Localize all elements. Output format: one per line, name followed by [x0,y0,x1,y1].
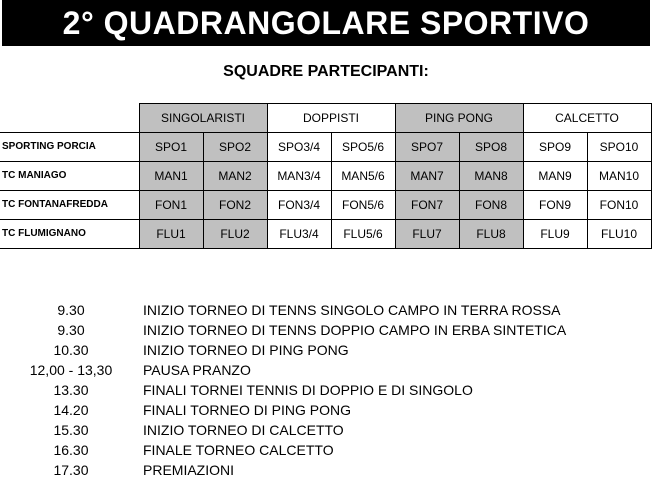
schedule-time: 12,00 - 13,30 [29,362,113,378]
team-cell: FON7 [395,191,459,220]
team-cell: MAN2 [203,162,267,191]
club-name: TC FONTANAFREDDA [0,191,139,220]
team-cell: FON9 [523,191,587,220]
schedule-time: 10.30 [53,342,89,358]
page-title: 2° QUADRANGOLARE SPORTIVO [2,0,650,46]
header-calcetto: CALCETTO [523,104,651,133]
header-singolaristi: SINGOLARISTI [139,104,267,133]
team-cell: FON10 [587,191,651,220]
schedule-event: PAUSA PRANZO [143,362,251,378]
schedule-event: PREMIAZIONI [143,462,235,478]
schedule-event: INIZIO TORNEO DI TENNS DOPPIO CAMPO IN ERBA SINTETICA [143,322,567,338]
team-cell: MAN1 [139,162,203,191]
schedule-time: 14.20 [53,402,89,418]
schedule-event: INIZIO TORNEO DI TENNS SINGOLO CAMPO IN TERRA ROSSA [143,302,561,318]
table-row [0,133,651,162]
team-cell: SPO5/6 [331,133,395,162]
schedule-item [0,300,652,320]
team-cell: SPO7 [395,133,459,162]
team-cell: FLU8 [459,220,523,249]
schedule-event: FINALE TORNEO CALCETTO [143,442,334,458]
team-cell: FLU10 [587,220,651,249]
schedule-event: FINALI TORNEO DI PING PONG [143,402,351,418]
team-cell: MAN5/6 [331,162,395,191]
team-cell: MAN3/4 [267,162,331,191]
schedule-time: 16.30 [53,442,89,458]
team-cell: MAN9 [523,162,587,191]
schedule-time: 15.30 [53,422,89,438]
team-cell: FON5/6 [331,191,395,220]
team-cell: FON8 [459,191,523,220]
table-row [0,191,651,220]
schedule-time: 9.30 [57,302,85,318]
team-cell: FLU5/6 [331,220,395,249]
team-cell: FLU7 [395,220,459,249]
schedule-item [0,440,652,460]
schedule-item [0,460,652,480]
team-cell: FON3/4 [267,191,331,220]
schedule-item [0,360,652,380]
team-cell: SPO2 [203,133,267,162]
header-doppisti: DOPPISTI [267,104,395,133]
table-row [0,162,651,191]
team-cell: MAN7 [395,162,459,191]
schedule-item [0,340,652,360]
team-cell: SPO9 [523,133,587,162]
schedule-item [0,420,652,440]
club-name: TC FLUMIGNANO [0,220,139,249]
team-cell: SPO8 [459,133,523,162]
schedule-event: INIZIO TORNEO DI CALCETTO [143,422,344,438]
club-name: TC MANIAGO [0,162,139,191]
header-corner [0,104,139,133]
team-cell: FLU2 [203,220,267,249]
team-cell: MAN10 [587,162,651,191]
team-cell: FLU9 [523,220,587,249]
team-cell: SPO1 [139,133,203,162]
schedule-item [0,400,652,420]
page-subtitle: SQUADRE PARTECIPANTI: [223,63,429,80]
schedule-time: 13.30 [53,382,89,398]
team-cell: SPO10 [587,133,651,162]
schedule-time: 9.30 [57,322,85,338]
team-cell: MAN8 [459,162,523,191]
schedule-event: INIZIO TORNEO DI PING PONG [143,342,349,358]
schedule-item [0,320,652,340]
schedule-list [0,300,652,480]
schedule-item [0,380,652,400]
table-header-row [0,104,651,133]
team-cell: SPO3/4 [267,133,331,162]
team-cell: FLU3/4 [267,220,331,249]
teams-table [0,103,652,249]
team-cell: FLU1 [139,220,203,249]
club-name: SPORTING PORCIA [0,133,139,162]
header-ping-pong: PING PONG [395,104,523,133]
schedule-time: 17.30 [53,462,89,478]
schedule-event: FINALI TORNEI TENNIS DI DOPPIO E DI SINGOLO [143,382,473,398]
table-row [0,220,651,249]
team-cell: FON2 [203,191,267,220]
team-cell: FON1 [139,191,203,220]
